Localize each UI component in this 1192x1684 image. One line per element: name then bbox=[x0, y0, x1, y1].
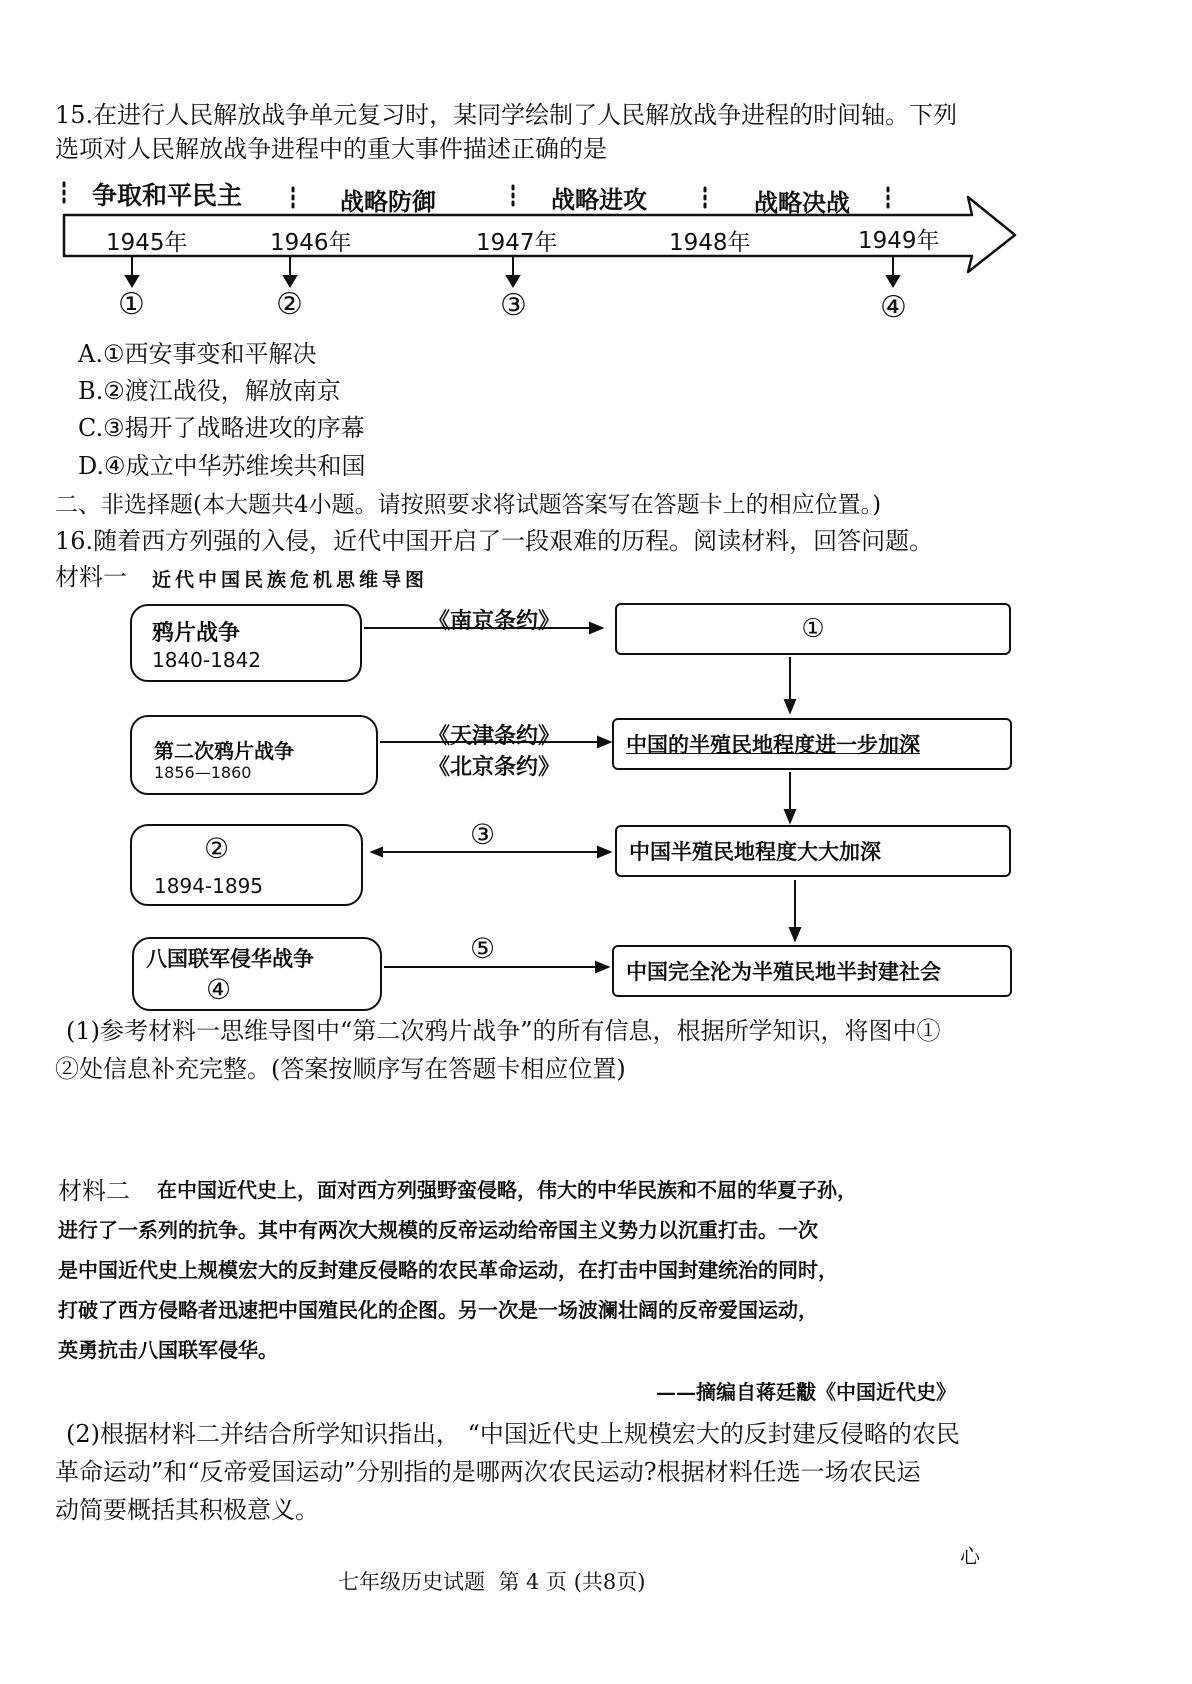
sub2-line2: 革命运动”和“反帝爱国运动”分别指的是哪两次农民运动?根据材料任选一场农民运 bbox=[55, 1458, 921, 1486]
option-c: C.③揭开了战略进攻的序幕 bbox=[78, 414, 365, 442]
arrow-label-nanjing: 《南京条约》 bbox=[428, 609, 561, 634]
arrow-label-beijing: 《北京条约》 bbox=[428, 755, 561, 780]
right-box-4: 中国完全沦为半殖民地半封建社会 bbox=[612, 945, 1012, 997]
period-2: 战略防御 bbox=[340, 188, 436, 216]
year-1949: 1949年 bbox=[858, 228, 940, 254]
q15-stem-line2: 选项对人民解放战争进程中的重大事件描述正确的是 bbox=[55, 135, 607, 163]
period-3: 战略进攻 bbox=[551, 186, 647, 214]
material2-line2: 进行了一系列的抗争。其中有两次大规模的反帝运动给帝国主义势力以沉重打击。一次 bbox=[58, 1218, 818, 1242]
material2-line3: 是中国近代史上规模宏大的反封建反侵略的农民革命运动，在打击中国封建统治的同时， bbox=[58, 1258, 838, 1282]
arrow-label-tianjin: 《天津条约》 bbox=[428, 724, 561, 749]
marker-1: ① bbox=[118, 287, 145, 322]
right-box-1: ① bbox=[615, 603, 1011, 655]
sub2-line3: 动简要概括其积极意义。 bbox=[55, 1496, 319, 1524]
material1-title: 近代中国民族危机思维导图 bbox=[152, 569, 429, 591]
left-box-3: ② 1894-1895 bbox=[130, 824, 363, 906]
mind-map-arrows bbox=[0, 590, 1192, 1020]
right-box-3: 中国半殖民地程度大大加深 bbox=[615, 825, 1011, 877]
material2-line1: 在中国近代史上，面对西方列强野蛮侵略，伟大的中华民族和不屈的华夏子孙， bbox=[157, 1178, 857, 1202]
material1-label: 材料一 bbox=[55, 563, 127, 591]
material2-label: 材料二 bbox=[58, 1177, 130, 1205]
option-a: A.①西安事变和平解决 bbox=[78, 340, 317, 368]
option-d: D.④成立中华苏维埃共和国 bbox=[78, 452, 366, 480]
stray-mark: 心 bbox=[960, 1544, 980, 1568]
marker-4: ④ bbox=[880, 290, 907, 325]
period-1: 争取和平民主 bbox=[92, 181, 243, 210]
section2-title: 二、非选择题(本大题共4小题。请按照要求将试题答案写在答题卡上的相应位置。) bbox=[55, 492, 882, 518]
year-1946: 1946年 bbox=[270, 230, 352, 256]
left-box-1: 鸦片战争 1840-1842 bbox=[130, 604, 362, 682]
material2-line4: 打破了西方侵略者迅速把中国殖民化的企图。另一次是一场波澜壮阔的反帝爱国运动， bbox=[58, 1298, 818, 1322]
page-footer: 七年级历史试题 第 4 页 (共8页) bbox=[338, 1570, 646, 1594]
arrow-label-5: ⑤ bbox=[470, 932, 496, 965]
marker-3: ③ bbox=[500, 288, 527, 323]
left-box-4: 八国联军侵华战争 ④ bbox=[132, 937, 382, 1011]
material2-line5: 英勇抗击八国联军侵华。 bbox=[58, 1338, 278, 1362]
q15-stem-line1: 15.在进行人民解放战争单元复习时，某同学绘制了人民解放战争进程的时间轴。下列 bbox=[55, 101, 958, 129]
period-4: 战略决战 bbox=[754, 189, 850, 217]
year-1948: 1948年 bbox=[669, 230, 751, 256]
sub2-line1: (2)根据材料二并结合所学知识指出， “中国近代史上规模宏大的反封建反侵略的农民 bbox=[66, 1420, 960, 1448]
arrow-label-3: ③ bbox=[470, 818, 496, 851]
q16-stem: 16.随着西方列强的入侵，近代中国开启了一段艰难的历程。阅读材料，回答问题。 bbox=[55, 527, 934, 555]
year-1947: 1947年 bbox=[476, 230, 558, 256]
option-b: B.②渡江战役，解放南京 bbox=[78, 377, 341, 405]
timeline-arrow bbox=[0, 0, 1192, 330]
left-box-2: 第二次鸦片战争 1856—1860 bbox=[130, 715, 378, 795]
right-box-2: 中国的半殖民地程度进一步加深 bbox=[612, 718, 1012, 770]
material2-source: ——摘编自蒋廷黻《中国近代史》 bbox=[656, 1380, 956, 1404]
marker-2: ② bbox=[276, 287, 303, 322]
sub1-line2: ②处信息补充完整。(答案按顺序写在答题卡相应位置) bbox=[55, 1055, 626, 1083]
sub1-line1: (1)参考材料一思维导图中“第二次鸦片战争”的所有信息，根据所学知识，将图中① bbox=[66, 1017, 941, 1045]
year-1945: 1945年 bbox=[106, 230, 188, 256]
